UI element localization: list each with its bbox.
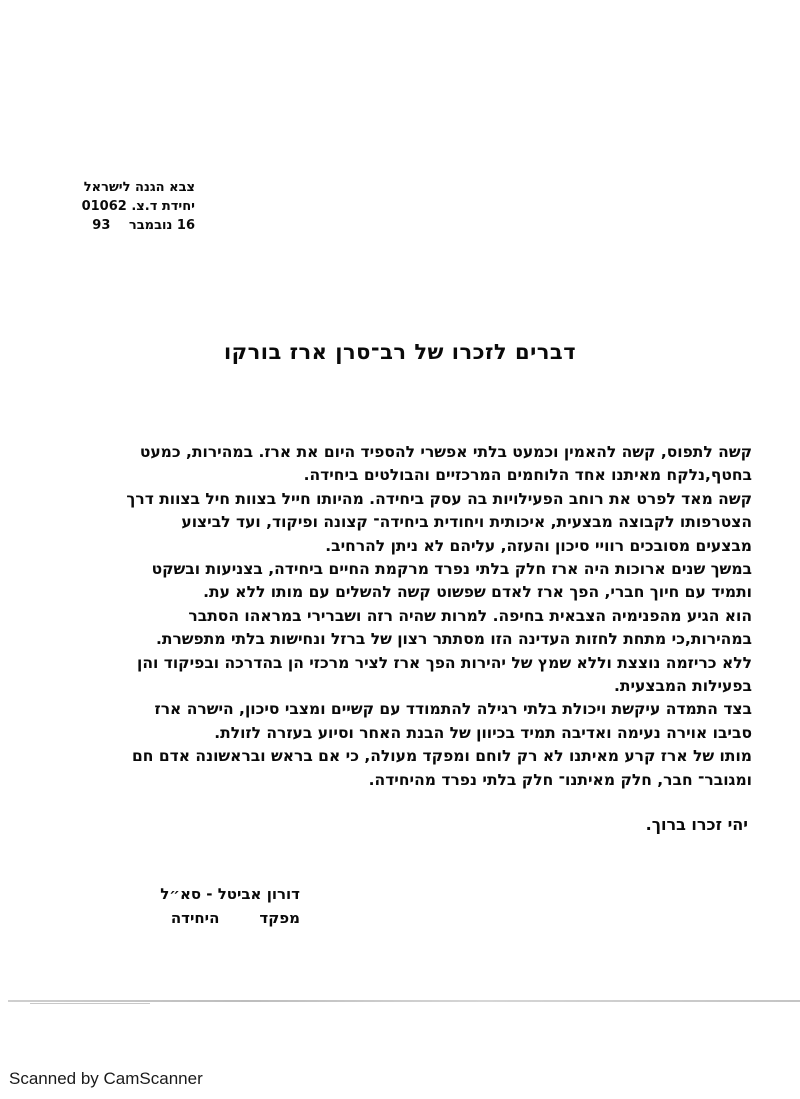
body-line: הוא הגיע מהפנימיה הצבאית בחיפה. למרות שהיה רזה ושברירי במראהו הסתבר	[188, 606, 752, 625]
letter-body	[30, 441, 752, 792]
body-line: קשה לתפוס, קשה להאמין וכמעט בלתי אפשרי להספיד היום את ארז. במהירות, כמעט	[139, 443, 752, 461]
body-line: הצטרפותו לקבוצה מבצעית, איכותית ויחודית ביחידה־ קצונה ופיקוד, ועד לביצוע	[181, 513, 752, 532]
signer-unit: היחידה	[170, 909, 220, 927]
date-year: 93	[92, 218, 111, 233]
date	[60, 216, 195, 235]
body-line: במהירות,כי מתחת לחזות העדינה הזו מסתתר רצון של ברזל ונחישות בלתי מתפשרת.	[155, 630, 752, 649]
scanner-watermark: Scanned by CamScanner	[9, 1069, 203, 1088]
signature-block	[110, 882, 300, 930]
body-line: ללא כריזמה נוצצת וללא שמץ של יהירות הפך ארז לציר מרכזי הן בהדרכה ובפיקוד והן	[137, 653, 752, 672]
body-line: בפעילות המבצעית.	[613, 677, 752, 696]
signer-name: דורון אביטל - סא״ל	[160, 885, 300, 903]
body-line: ומגובר־ חבר, חלק מאיתנו־ חלק בלתי נפרד מהיחידה.	[368, 770, 752, 789]
body-line: קשה מאד לפרט את רוחב הפעילויות בה עסק ביחידה. מהיותו חייל בצוות חיל בצוות דרך	[126, 489, 752, 508]
closing-line: יהי זכרו ברוך.	[645, 815, 748, 834]
org-name: צבא הגנה לישראל	[83, 180, 195, 195]
body-line: בחטף,נלקח מאיתנו אחד הלוחמים המרכזיים והבולטים ביחידה.	[303, 466, 752, 485]
body-line: בצד התמדה עיקשת ויכולת בלתי רגילה להתמודד עם קשיים ומצבי סיכון, הישרה ארז	[154, 700, 752, 719]
scan-edge-mark	[30, 1003, 150, 1004]
scan-edge-line	[8, 1000, 800, 1002]
signer-role: מפקד	[259, 909, 300, 927]
letter-title: דברים לזכרו של רב־סרן ארז בורקו	[223, 340, 577, 364]
signer-role-line	[110, 906, 300, 930]
unit-id: יחידת ד.צ. 01062	[81, 199, 195, 214]
body-line: ותמיד עם חיוך חברי, הפך ארז לאדם שפשוט קשה להשלים עם מותו ללא עת.	[203, 583, 752, 602]
date-day: 16	[176, 218, 195, 233]
body-line: מותו של ארז קרע מאיתנו לא רק לוחם ומפקד מעולה, כי אם בראש ובראשונה אדם חם	[132, 747, 752, 766]
body-line: סביבו אוירה נעימה ואדיבה תמיד בכיוון של הבנת האחר וסיוע בעזרה לזולת.	[214, 723, 752, 742]
letterhead	[60, 178, 195, 235]
body-line: מבצעים מסובכים רוויי סיכון והעזה, עליהם לא ניתן להרחיב.	[325, 536, 752, 555]
date-month: נובמבר	[128, 218, 173, 233]
body-line: במשך שנים ארוכות היה ארז חלק בלתי נפרד מרקמת החיים ביחידה, בצניעות ובשקט	[151, 560, 752, 579]
